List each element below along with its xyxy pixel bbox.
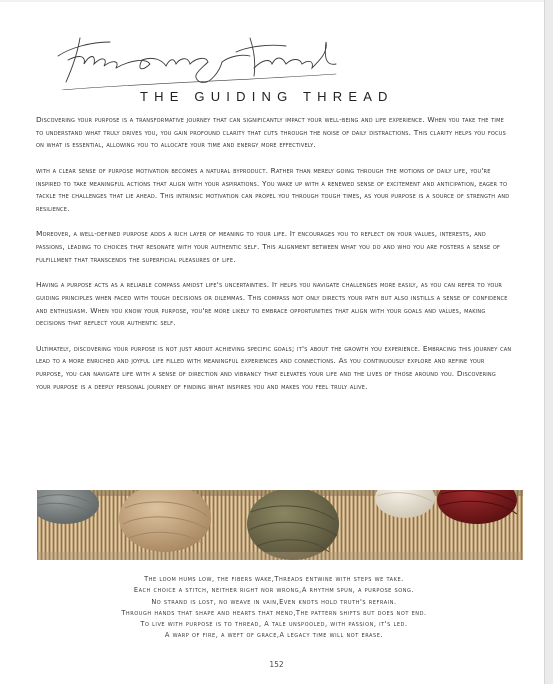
script-title-svg: [50, 30, 340, 90]
body-text: [36, 114, 512, 406]
paragraph: Discovering your purpose is a transformative journey that can significantly impact your well-being and life experience. When you take the time to understand what truly drives you, you gain profound clarity that cuts through the noise of daily distractions. This clarity helps you focus on what is essential, allowing you to allocate your time and energy more effectively.: [36, 115, 506, 150]
poem: [36, 574, 512, 642]
paragraph: Moreover, a well-defined purpose adds a rich layer of meaning to your life. It encourages you to reflect on your values, interests, and passions, leading to choices that resonate with your authentic self. This alignment between what you do and who you are fosters a sense of fulfillment that transcends the superficial pleasures of life.: [36, 229, 501, 264]
poem-line: No strand is lost, no weave in vain,Even knots hold truth's refrain.: [151, 597, 397, 606]
poem-line: A warp of fire, a weft of grace,A legacy time will not erase.: [164, 631, 384, 640]
page-top-edge: [0, 0, 553, 2]
paragraph: Ultimately, discovering your purpose is not just about achieving specific goals; it's about the growth you experience. Embracing this journey can lead to a more enriched and joyful life filled with meaningful experiences and connections. As you continuously explore and refine your purpose, you can navigate life with a sense of direction and vibrancy that elevates your life and the lives of those around you. Discovering your purpose is a deeply personal journey of finding what inspires you and makes you feel truly alive.: [36, 343, 512, 391]
paragraph: with a clear sense of purpose motivation becomes a natural byproduct. Rather than merely going through the motions of daily life, you're inspired to take meaningful actions that align with your aspirations. You wake up with a renewed sense of excitement and anticipation, eager to tackle the challenges that lie ahead. This intrinsic motivation can propel you through tough times, as your purpose is a source of strength and resilience.: [36, 165, 510, 213]
poem-line: To live with purpose is to thread, A tale unspooled, with passion, it's led.: [140, 620, 408, 629]
paragraph: Having a purpose acts as a reliable compass amidst life's uncertainties. It helps you navigate challenges more easily, as you can refer to your guiding principles when faced with tough decisions or dilemmas. This compass not only directs your path but also instills a sense of confidence and enthusiasm. When you know your purpose, you're more likely to embrace opportunities that align with your goals and values, making decisions that reflect your authentic self.: [36, 280, 508, 328]
olive-yarn-ball: [247, 490, 339, 560]
poem-line: The loom hums low, the fibers wake,Threads entwine with steps we take.: [144, 575, 404, 583]
page-number: 152: [269, 660, 284, 669]
page-title: THE GUIDING THREAD: [140, 89, 394, 104]
page-right-edge: [544, 0, 553, 684]
script-title-decoration: [50, 30, 340, 90]
yarn-illustration: [37, 490, 523, 560]
poem-line: Through hands that shape and hearts that mend,The pattern shifts but does not end.: [121, 608, 427, 617]
poem-line: Each choice a stitch, neither right nor wrong,A rhythm spun, a purpose song.: [133, 586, 415, 595]
yarn-balls-image: [37, 490, 523, 560]
